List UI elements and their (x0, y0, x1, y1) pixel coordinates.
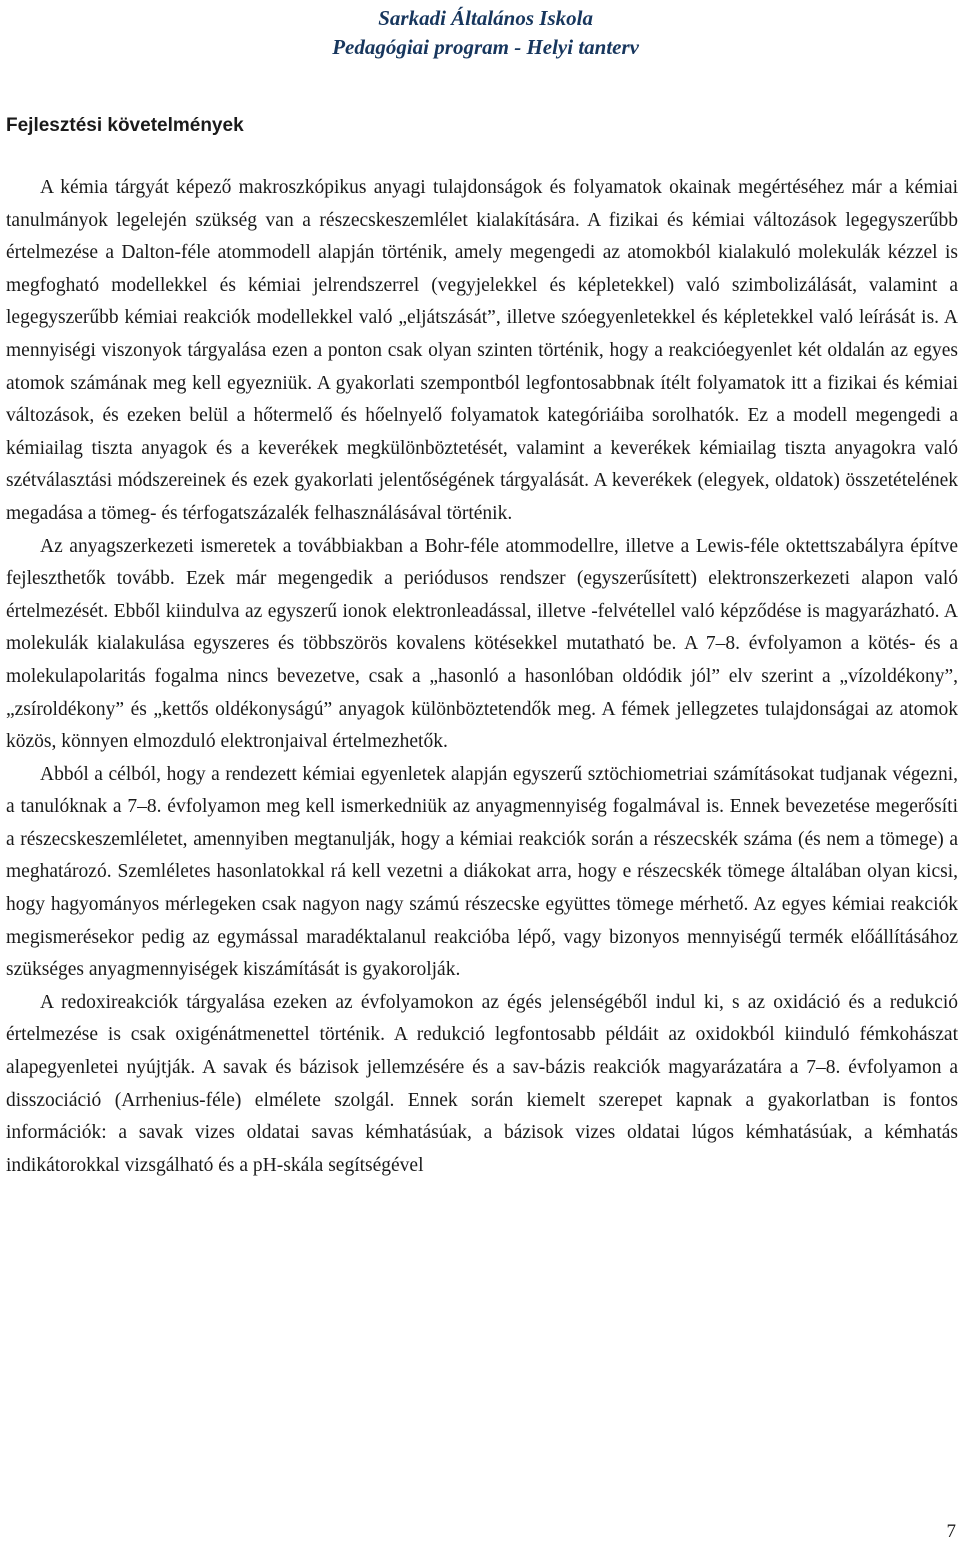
header-school-name: Sarkadi Általános Iskola (378, 6, 593, 30)
paragraph-4: A redoxireakciók tárgyalása ezeken az évfolyamokon az égés jelenségéből indul ki, s az oxidáció és a redukció értelmezése is csak oxigénátmenettel történik. A redukció legfontosabb példáit az oxidokból kiinduló fémkohászat alapegyenletei nyújtják. A savak és bázisok jellemzésére és a sav-bázis reakciók magyarázatára a 7–8. évfolyamon a disszociáció (Arrhenius-féle) elmélete szolgál. Ennek során kiemelt szerepet kapnak a gyakorlatban is fontos információk: a savak vizes oldatai savas kémhatásúak, a bázisok vizes oldatai lúgos kémhatásúak, a kémhatás indikátorokkal vizsgálható és a pH-skála segítségével (6, 991, 958, 1176)
header-program-title: Pedagógiai program - Helyi tanterv (332, 35, 639, 59)
page-header (332, 4, 639, 62)
section-heading: Fejlesztési követelmények (6, 115, 244, 136)
body-text (6, 172, 958, 1182)
paragraph-1: A kémia tárgyát képező makroszkópikus anyagi tulajdonságok és folyamatok okainak megértéséhez már a kémiai tanulmányok legelején szükség van a részecskeszemlélet kialakítására. A fizikai és kémiai változások legegyszerűbb értelmezése a Dalton-féle atommodell alapján történik, amely megengedi az atomokból kialakuló molekulák kézzel is megfogható modellekkel és kémiai jelrendszerrel (vegyjelekkel és képletekkel) való szimbolizálását, valamint a legegyszerűbb kémiai reakciók modellekkel való „eljátszását”, illetve szóegyenletekkel és képletekkel való leírását is. A mennyiségi viszonyok tárgyalása ezen a ponton csak olyan szinten történik, hogy a reakcióegyenlet két oldalán az egyes atomok számának meg kell egyezniük. A gyakorlati szempontból legfontosabbnak ítélt folyamatok itt a fizikai és kémiai változások, és ezeken belül a hőtermelő és hőelnyelő folyamatok kategóriáiba sorolhatók. Ez a modell megengedi a kémiailag tiszta anyagok és a keverékek megkülönböztetését, valamint a keverékek kémiailag tiszta anyagokra való szétválasztási módszereinek és ezek gyakorlati jelentőségének tárgyalását. A keverékek (elegyek, oldatok) összetételének megadása a tömeg- és térfogatszázalék felhasználásával történik. (6, 177, 958, 524)
paragraph-2: Az anyagszerkezeti ismeretek a továbbiakban a Bohr-féle atommodellre, illetve a Lewis-féle oktettszabályra építve fejleszthetők tovább. Ezek már megengedik a periódusos rendszer (egyszerűsített) elektronszerkezeti alapon való értelmezését. Ebből kiindulva az egyszerű ionok elektronleadással, illetve -felvétellel való képződése is magyarázható. A molekulák kialakulása egyszeres és többszörös kovalens kötésekkel mutatható be. A 7–8. évfolyamon a kötés- és a molekulapolaritás fogalma nincs bevezetve, csak a „hasonló a hasonlóban oldódik jól” elv szerint a „vízoldékony”, „zsíroldékony” és „kettős oldékonyságú” anyagok különböztetendők meg. A fémek jellegzetes tulajdonságai az atomok közös, könnyen elmozduló elektronjaival értelmezhetők. (6, 535, 958, 753)
page-number: 7 (946, 1521, 956, 1542)
paragraph-3: Abból a célból, hogy a rendezett kémiai egyenletek alapján egyszerű sztöchiometriai számításokat tudjanak végezni, a tanulóknak a 7–8. évfolyamon meg kell ismerkedniük az anyagmennyiség fogalmával is. Ennek bevezetése megerősíti a részecskeszemléletet, amennyiben megtanulják, hogy a kémiai reakciók során a részecskék száma (és nem a tömege) a meghatározó. Szemléletes hasonlatokkal rá kell vezetni a diákokat arra, hogy e részecskék tömege általában olyan kicsi, hogy hagyományos mérlegeken csak nagyon nagy számú részecske együttes tömege mérhető. Az egyes kémiai reakciók megismerésekor pedig az egymással maradéktalanul reakcióba lépő, vagy bizonyos mennyiségű termék előállításához szükséges anyagmennyiségek kiszámítását is gyakorolják. (6, 763, 958, 981)
